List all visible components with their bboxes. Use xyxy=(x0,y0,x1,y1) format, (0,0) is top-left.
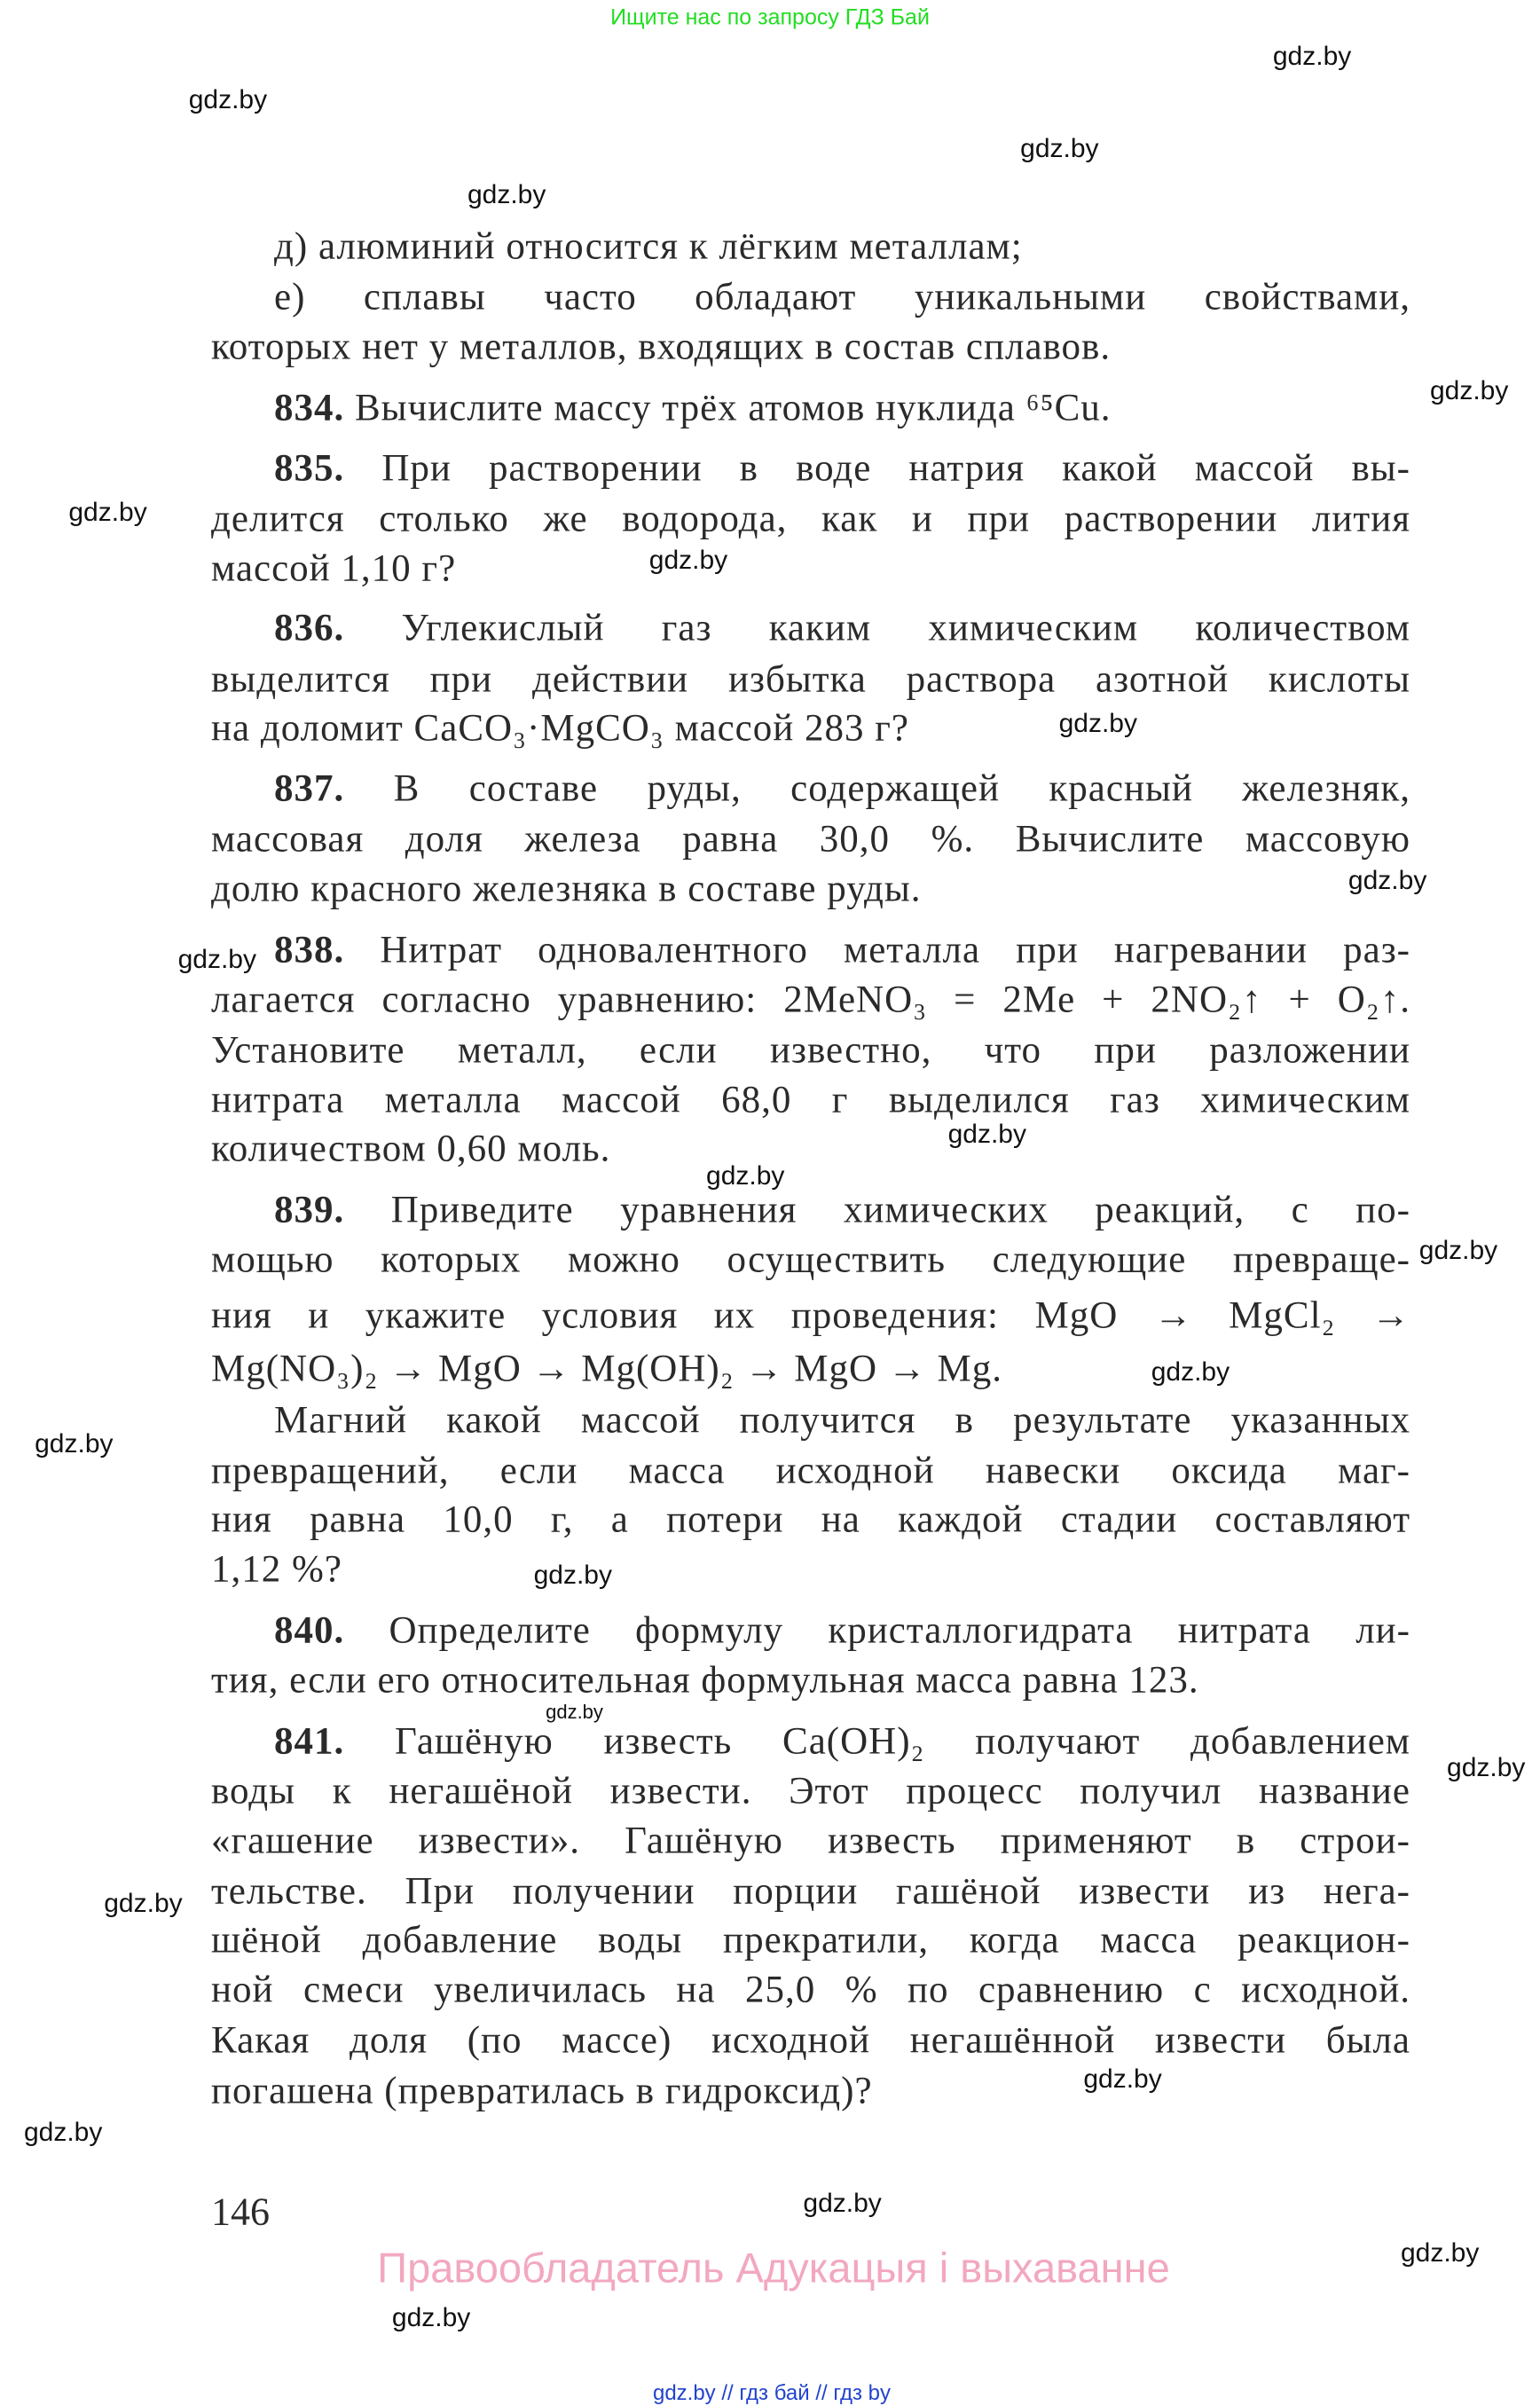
footer-links[interactable]: gdz.by // гдз бай // гдз by xyxy=(652,2381,892,2405)
watermark: gdz.by xyxy=(1400,2237,1480,2268)
line-text: Mg(NO₃)₂ → MgO → Mg(OH)₂ → MgO → Mg. xyxy=(211,1348,1002,1390)
text-line xyxy=(274,1189,1410,1232)
watermark: gdz.by xyxy=(546,1701,603,1724)
rights-holder: Правообладатель Адукацыя і выхаванне xyxy=(377,2244,1170,2292)
watermark: gdz.by xyxy=(68,498,147,528)
watermark: gdz.by xyxy=(648,545,728,575)
page-number: 146 xyxy=(211,2190,270,2234)
text-line xyxy=(274,1720,1410,1764)
line-text: воды к негашёной извести. Этот процесс получил название xyxy=(211,1770,1410,1812)
line-text: Гашёную известь Ca(OH)₂ получают добавлением xyxy=(344,1720,1410,1763)
watermark: gdz.by xyxy=(23,2118,103,2148)
line-text: погашена (превратилась в гидроксид)? xyxy=(211,2070,873,2112)
text-line xyxy=(274,276,1410,319)
exercise-number: 834. xyxy=(274,387,345,429)
text-line xyxy=(274,607,1410,650)
watermark: gdz.by xyxy=(1151,1356,1230,1387)
text-line xyxy=(274,446,1410,490)
watermark: gdz.by xyxy=(177,944,256,974)
text-line xyxy=(211,498,1410,541)
exercise-number: 837. xyxy=(274,767,345,810)
text-line xyxy=(211,1348,1002,1391)
line-text: В составе руды, содержащей красный железняк, xyxy=(344,767,1410,810)
text-line xyxy=(211,1919,1410,1962)
header-banner[interactable]: Ищите нас по запросу ГДЗ Бай xyxy=(610,4,930,30)
text-line xyxy=(211,2070,873,2113)
line-text: нитрата металла массой 68,0 г выделился газ химическим xyxy=(211,1079,1410,1120)
text-line xyxy=(211,1498,1410,1542)
line-text: Какая доля (по массе) исходной негашённой извести была xyxy=(211,2019,1410,2062)
line-text: д) алюминий относится к лёгким металлам; xyxy=(274,225,1023,268)
watermark: gdz.by xyxy=(803,2189,882,2219)
text-line xyxy=(211,1293,1410,1337)
watermark: gdz.by xyxy=(1058,708,1137,738)
exercise-number: 840. xyxy=(274,1609,345,1652)
text-line xyxy=(211,867,922,910)
watermark: gdz.by xyxy=(1429,375,1509,405)
line-text: Магний какой массой получится в результате указанных xyxy=(274,1399,1410,1442)
line-text: 1,12 %? xyxy=(211,1548,342,1591)
exercise-number: 836. xyxy=(274,607,345,649)
exercise-number: 838. xyxy=(274,929,345,971)
line-text: е) сплавы часто обладают уникальными свойствами, xyxy=(274,276,1410,318)
line-text: Приведите уравнения химических реакций, с по- xyxy=(344,1189,1410,1231)
line-text: делится столько же водорода, как и при растворении лития xyxy=(211,498,1410,540)
text-line xyxy=(274,929,1410,972)
line-text: выделится при действии избытка раствора азотной кислоты xyxy=(211,658,1410,701)
line-text: массовая доля железа равна 30,0 %. Вычислите массовую xyxy=(211,818,1410,861)
watermark: gdz.by xyxy=(1447,1752,1526,1782)
watermark: gdz.by xyxy=(467,180,546,210)
watermark: gdz.by xyxy=(706,1161,785,1191)
text-line xyxy=(274,1398,1410,1442)
text-line xyxy=(211,1078,1410,1121)
line-text: При растворении в воде натрия какой массой вы- xyxy=(344,447,1410,490)
line-text: лагается согласно уравнению: 2MeNO₃ = 2Me + 2NO₂↑ + O₂↑. xyxy=(211,979,1410,1021)
watermark: gdz.by xyxy=(1272,42,1352,72)
line-text: шёной добавление воды прекратили, когда масса реакцион- xyxy=(211,1919,1410,1962)
watermark: gdz.by xyxy=(104,1888,183,1918)
text-line xyxy=(274,767,1410,810)
watermark: gdz.by xyxy=(533,1560,612,1590)
text-line xyxy=(211,818,1410,861)
line-text: на доломит CaCO₃·MgCO₃ массой 283 г? xyxy=(211,707,909,750)
watermark: gdz.by xyxy=(1418,1235,1498,1265)
exercise-number: 841. xyxy=(274,1720,345,1763)
line-text: которых нет у металлов, входящих в состав сплавов. xyxy=(211,326,1112,368)
line-text: ния и укажите условия их проведения: MgO → MgCl₂ → xyxy=(211,1294,1410,1337)
line-text: массой 1,10 г? xyxy=(211,547,457,590)
text-line xyxy=(211,1449,1410,1492)
line-text: ния равна 10,0 г, а потери на каждой стадии составляют xyxy=(211,1498,1410,1541)
line-text: долю красного железняка в составе руды. xyxy=(211,868,922,910)
watermark: gdz.by xyxy=(35,1429,114,1459)
line-text: Нитрат одновалентного металла при нагревании раз- xyxy=(344,929,1410,971)
text-line xyxy=(274,224,1023,268)
line-text: Установите металл, если известно, что при разложении xyxy=(211,1029,1410,1072)
text-line xyxy=(211,1769,1410,1812)
line-text: Определите формулу кристаллогидрата нитрата ли- xyxy=(344,1609,1410,1652)
watermark: gdz.by xyxy=(1348,865,1427,895)
text-line xyxy=(211,1547,342,1591)
text-line xyxy=(211,978,1410,1021)
line-text: ной смеси увеличилась на 25,0 % по сравнению с исходной. xyxy=(211,1969,1410,2011)
exercise-number: 839. xyxy=(274,1189,345,1231)
text-line xyxy=(211,1968,1410,2011)
text-line xyxy=(211,1028,1410,1072)
text-line xyxy=(274,387,1112,430)
text-line xyxy=(211,1869,1410,1913)
text-line xyxy=(211,1238,1410,1282)
text-line xyxy=(211,546,456,590)
watermark: gdz.by xyxy=(1083,2064,1162,2094)
text-line xyxy=(211,1128,610,1171)
line-text: превращений, если масса исходной навески оксида маг- xyxy=(211,1450,1410,1492)
line-text: Вычислите массу трёх атомов нуклида ⁶⁵Cu. xyxy=(344,387,1112,429)
text-line xyxy=(211,325,1111,368)
text-line xyxy=(211,1819,1410,1862)
watermark: gdz.by xyxy=(391,2302,471,2332)
text-line xyxy=(211,657,1410,701)
text-line xyxy=(211,2019,1410,2063)
line-text: тельстве. При получении порции гашёной извести из нега- xyxy=(211,1870,1410,1913)
line-text: тия, если его относительная формульная масса равна 123. xyxy=(211,1659,1199,1702)
line-text: количеством 0,60 моль. xyxy=(211,1128,611,1170)
line-text: Углекислый газ каким химическим количеством xyxy=(344,607,1410,649)
line-text: «гашение извести». Гашёную известь применяют в строи- xyxy=(211,1820,1410,1862)
exercise-number: 835. xyxy=(274,447,345,490)
text-line xyxy=(274,1609,1410,1653)
watermark: gdz.by xyxy=(947,1120,1026,1150)
text-line xyxy=(211,1658,1199,1702)
text-line xyxy=(211,707,909,751)
line-text: мощью которых можно осуществить следующие превраще- xyxy=(211,1238,1410,1281)
watermark: gdz.by xyxy=(188,84,268,114)
watermark: gdz.by xyxy=(1020,134,1099,164)
